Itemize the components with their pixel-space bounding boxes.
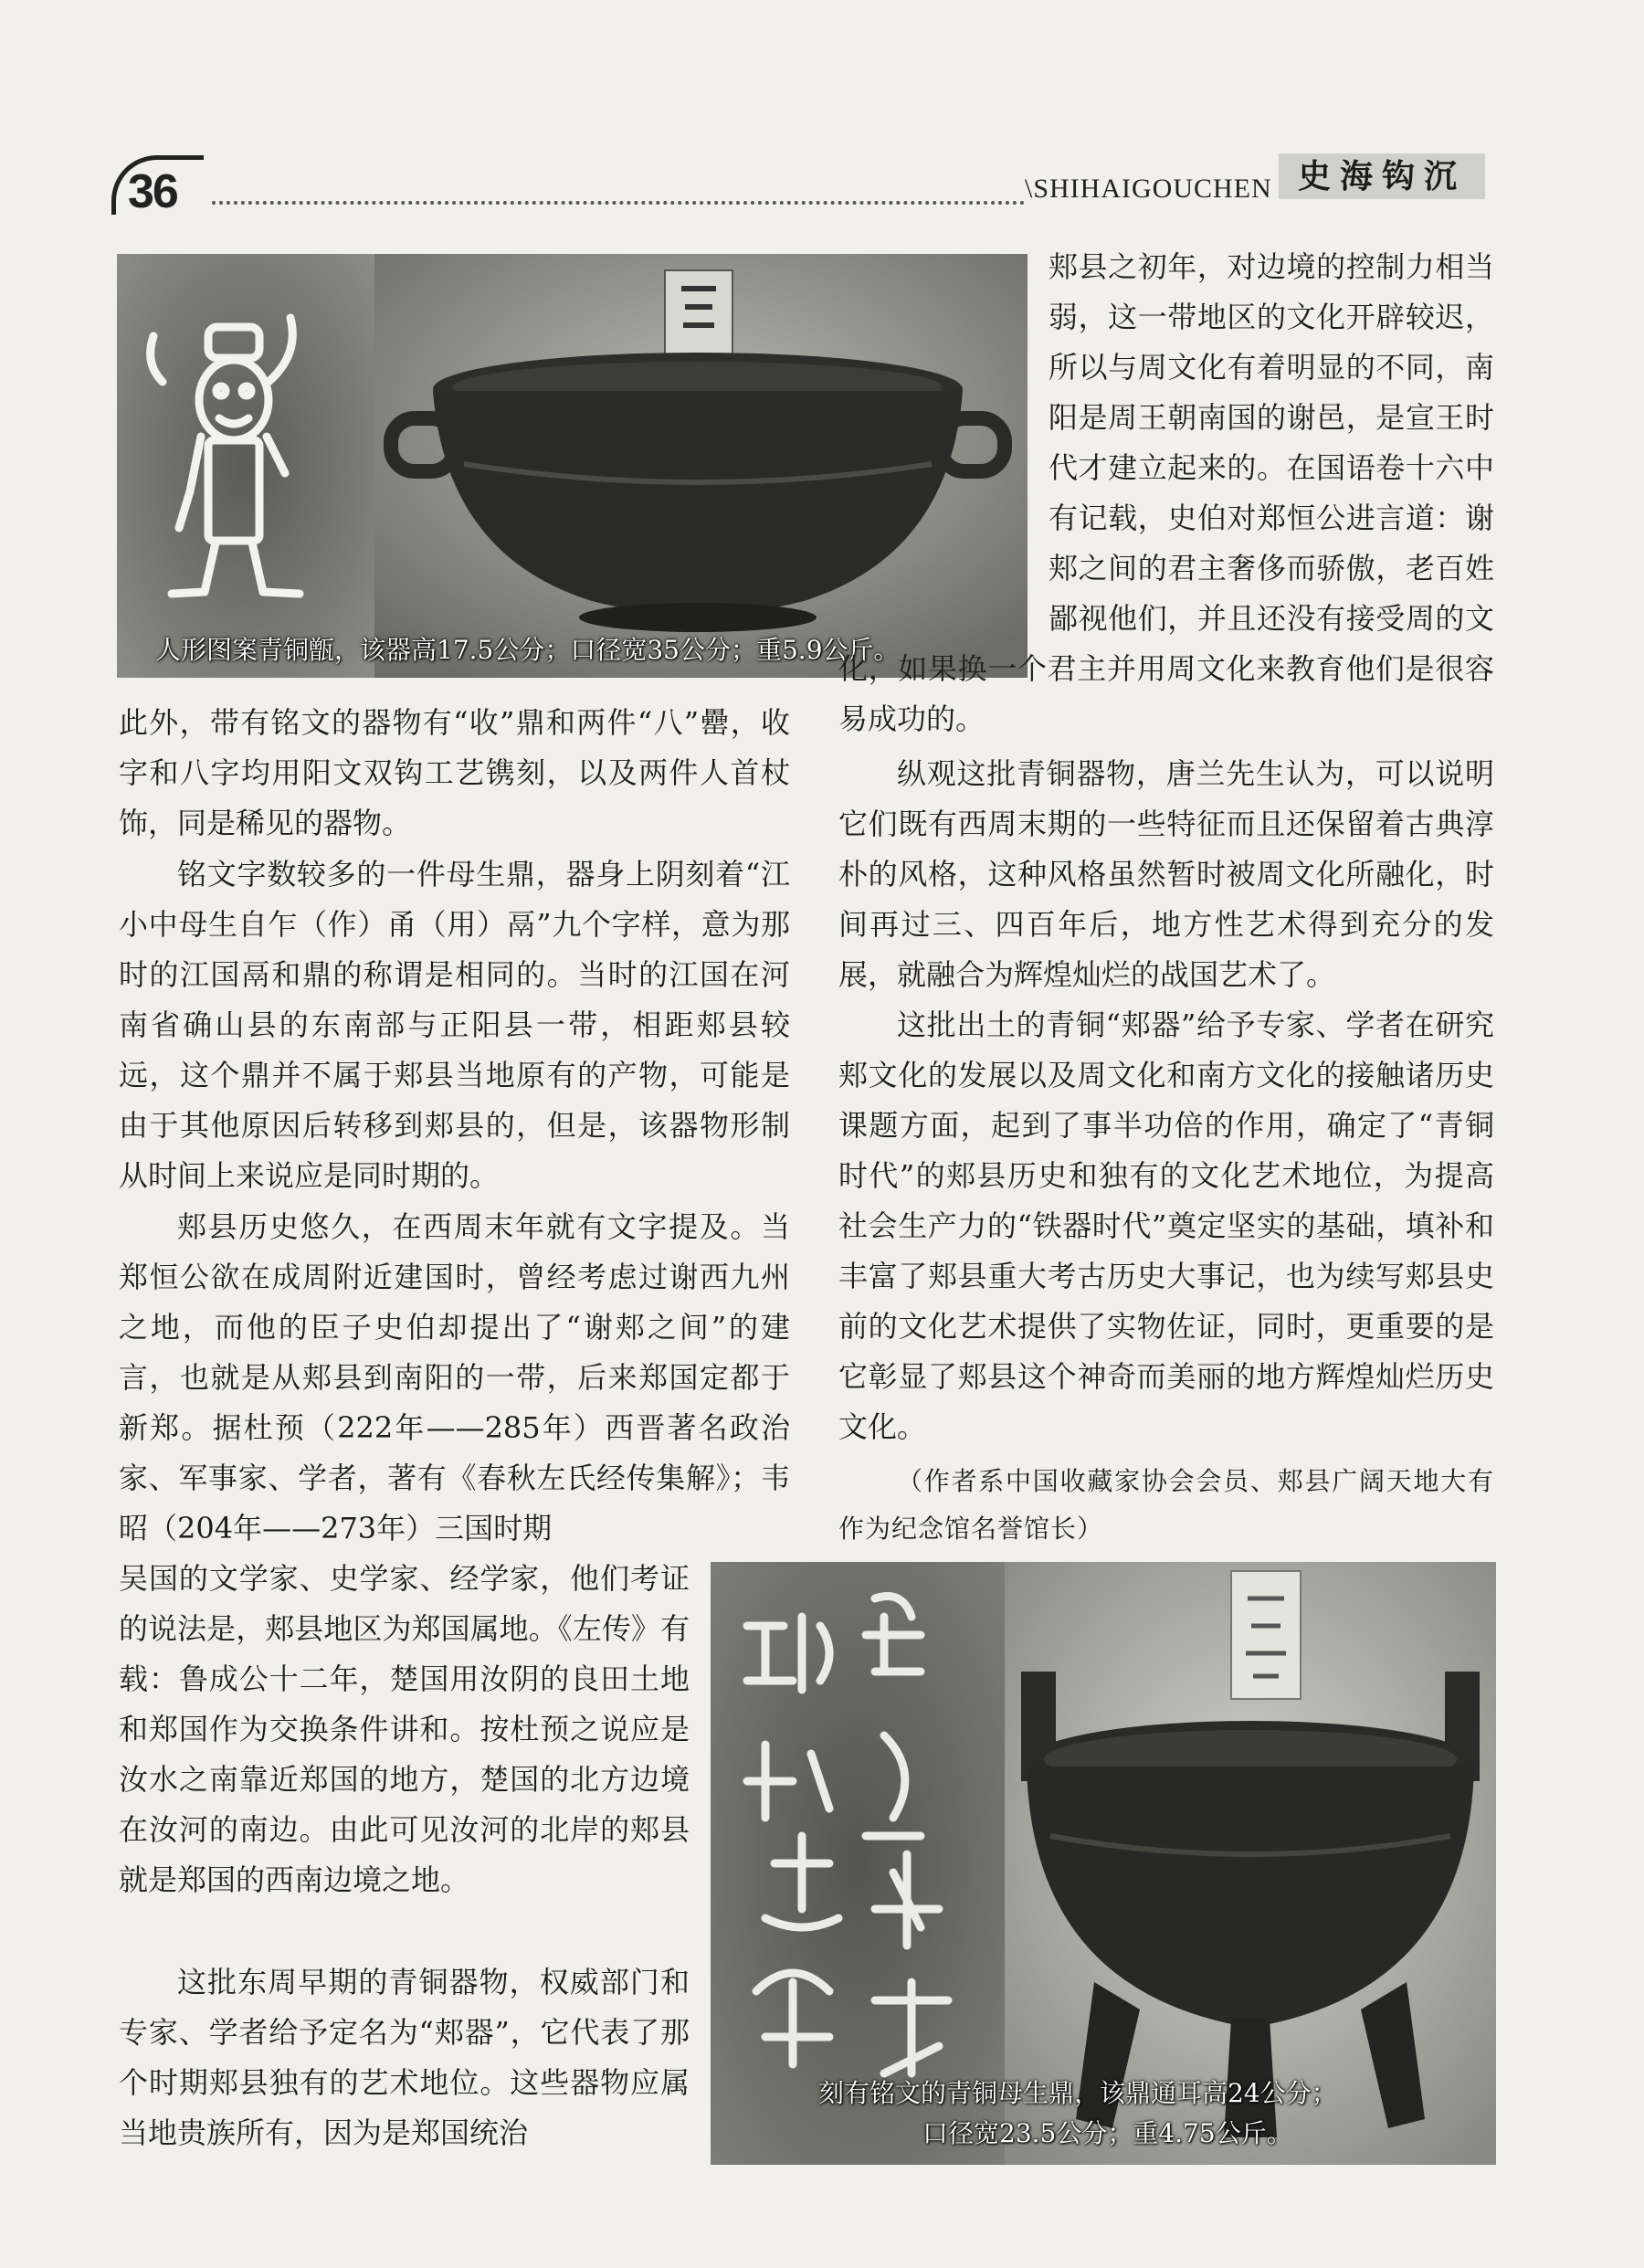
- paragraph-left-1: 此外，带有铭文的器物有“收”鼎和两件“八”罍，收字和八字均用阳文双钩工艺镌刻，以及两件人首杖饰，同是稀见的器物。: [119, 705, 790, 840]
- paragraph-left-3: 郏县历史悠久，在西周末年就有文字提及。当郑恒公欲在成周附近建国时，曾经考虑过谢西九州之地，而他的臣子史伯却提出了“谢郏之间”的建言，也就是从郏县到南阳的一带，后来郑国定都于新郑。据杜预（222年——285年）西晋著名政治家、军事家、学者，著有《春秋左氏经传集解》；韦昭（204年——273年）三国时期: [119, 1209, 790, 1545]
- paragraph-right-1a: [838, 242, 1494, 744]
- header-dotted-rule: [212, 201, 1025, 205]
- figure-2-caption-line2: 口径宽23.5公分；重4.75公斤。: [922, 2118, 1292, 2148]
- paragraph-right-3: 这批出土的青铜“郏器”给予专家、学者在研究郏文化的发展以及周文化和南方文化的接触诸历史课题方面，起到了事半功倍的作用，确定了“青铜时代”的郏县历史和独有的文化艺术地位，为提高社会生产力的“铁器时代”奠定坚实的基础，填补和丰富了郏县重大考古历史大事记，也为续写郏县史前的文化艺术提供了实物佐证，同时，更重要的是它彰显了郏县这个神奇而美丽的地方辉煌灿烂历史文化。: [838, 1007, 1494, 1444]
- paragraph-left-2: 铭文字数较多的一件母生鼎，器身上阴刻着“江小中母生自乍（作）甬（用）鬲”九个字样，意为那时的江国鬲和鼎的称谓是相同的。当时的江国在河南省确山县的东南部与正阳县一带，相距郏县较远，这个鼎并不属于郏县当地原有的产物，可能是由于其他原因后转移到郏县的，但是，该器物形制从时间上来说应是同时期的。: [119, 857, 790, 1193]
- paragraph-left-4: 这批东周早期的青铜器物，权威部门和专家、学者给予定名为“郏器”，它代表了那个时期郏县独有的艺术地位。这些器物应属当地贵族所有，因为是郑国统治: [119, 1965, 690, 2150]
- rubbing-panel: [117, 254, 374, 678]
- paragraph-left-3-continued: 吴国的文学家、史学家、经学家，他们考证的说法是，郏县地区为郑国属地。《左传》有载：鲁成公十二年，楚国用汝阴的良田土地和郑国作为交换条件讲和。按杜预之说应是汝水之南靠近郑国的地方，楚国的北方边境在汝河的南边。由此可见汝河的北岸的郏县就是郑国的西南边境之地。: [119, 1561, 690, 1897]
- publication-latin-title: \SHIHAIGOUCHEN: [1025, 174, 1272, 204]
- paragraph-right-2: 纵观这批青铜器物，唐兰先生认为，可以说明它们既有西周末期的一些特征而且还保留着古典淳朴的风格，这种风格虽然暂时被周文化所融化，时间再过三、四百年后，地方性艺术得到充分的发展，就融合为辉煌灿烂的战国艺术了。: [838, 756, 1494, 992]
- column-title: 史海钩沉: [1279, 153, 1485, 199]
- figure-2-caption-line1: 刻有铭文的青铜母生鼎，该鼎通耳高24公分；: [818, 2078, 1337, 2108]
- author-note: （作者系中国收藏家协会会员、郏县广阔天地大有作为纪念馆名誉馆长）: [838, 1466, 1494, 1544]
- paragraph-right-1-text: 郏县之初年，对边境的控制力相当弱，这一带地区的文化开辟较迟，所以与周文化有着明显的不同，南阳是周王朝南国的谢邑，是宣王时代才建立起来的。在国语卷十六中有记载，史伯对郑恒公进言道：谢郏之间的君主奢侈而骄傲，老百姓鄙视他们，并且还没有接受周的文化，如果换一个君主并用周文化来教育他们是很容易成功的。: [838, 249, 1494, 736]
- page-number: 36: [128, 165, 177, 218]
- figure-1-caption: 人形图案青铜甑，该器高17.5公分；口径宽35公分；重5.9公斤。: [155, 635, 900, 665]
- float-shim: [838, 242, 1049, 644]
- figure-bronze-ding: [711, 1562, 1496, 2165]
